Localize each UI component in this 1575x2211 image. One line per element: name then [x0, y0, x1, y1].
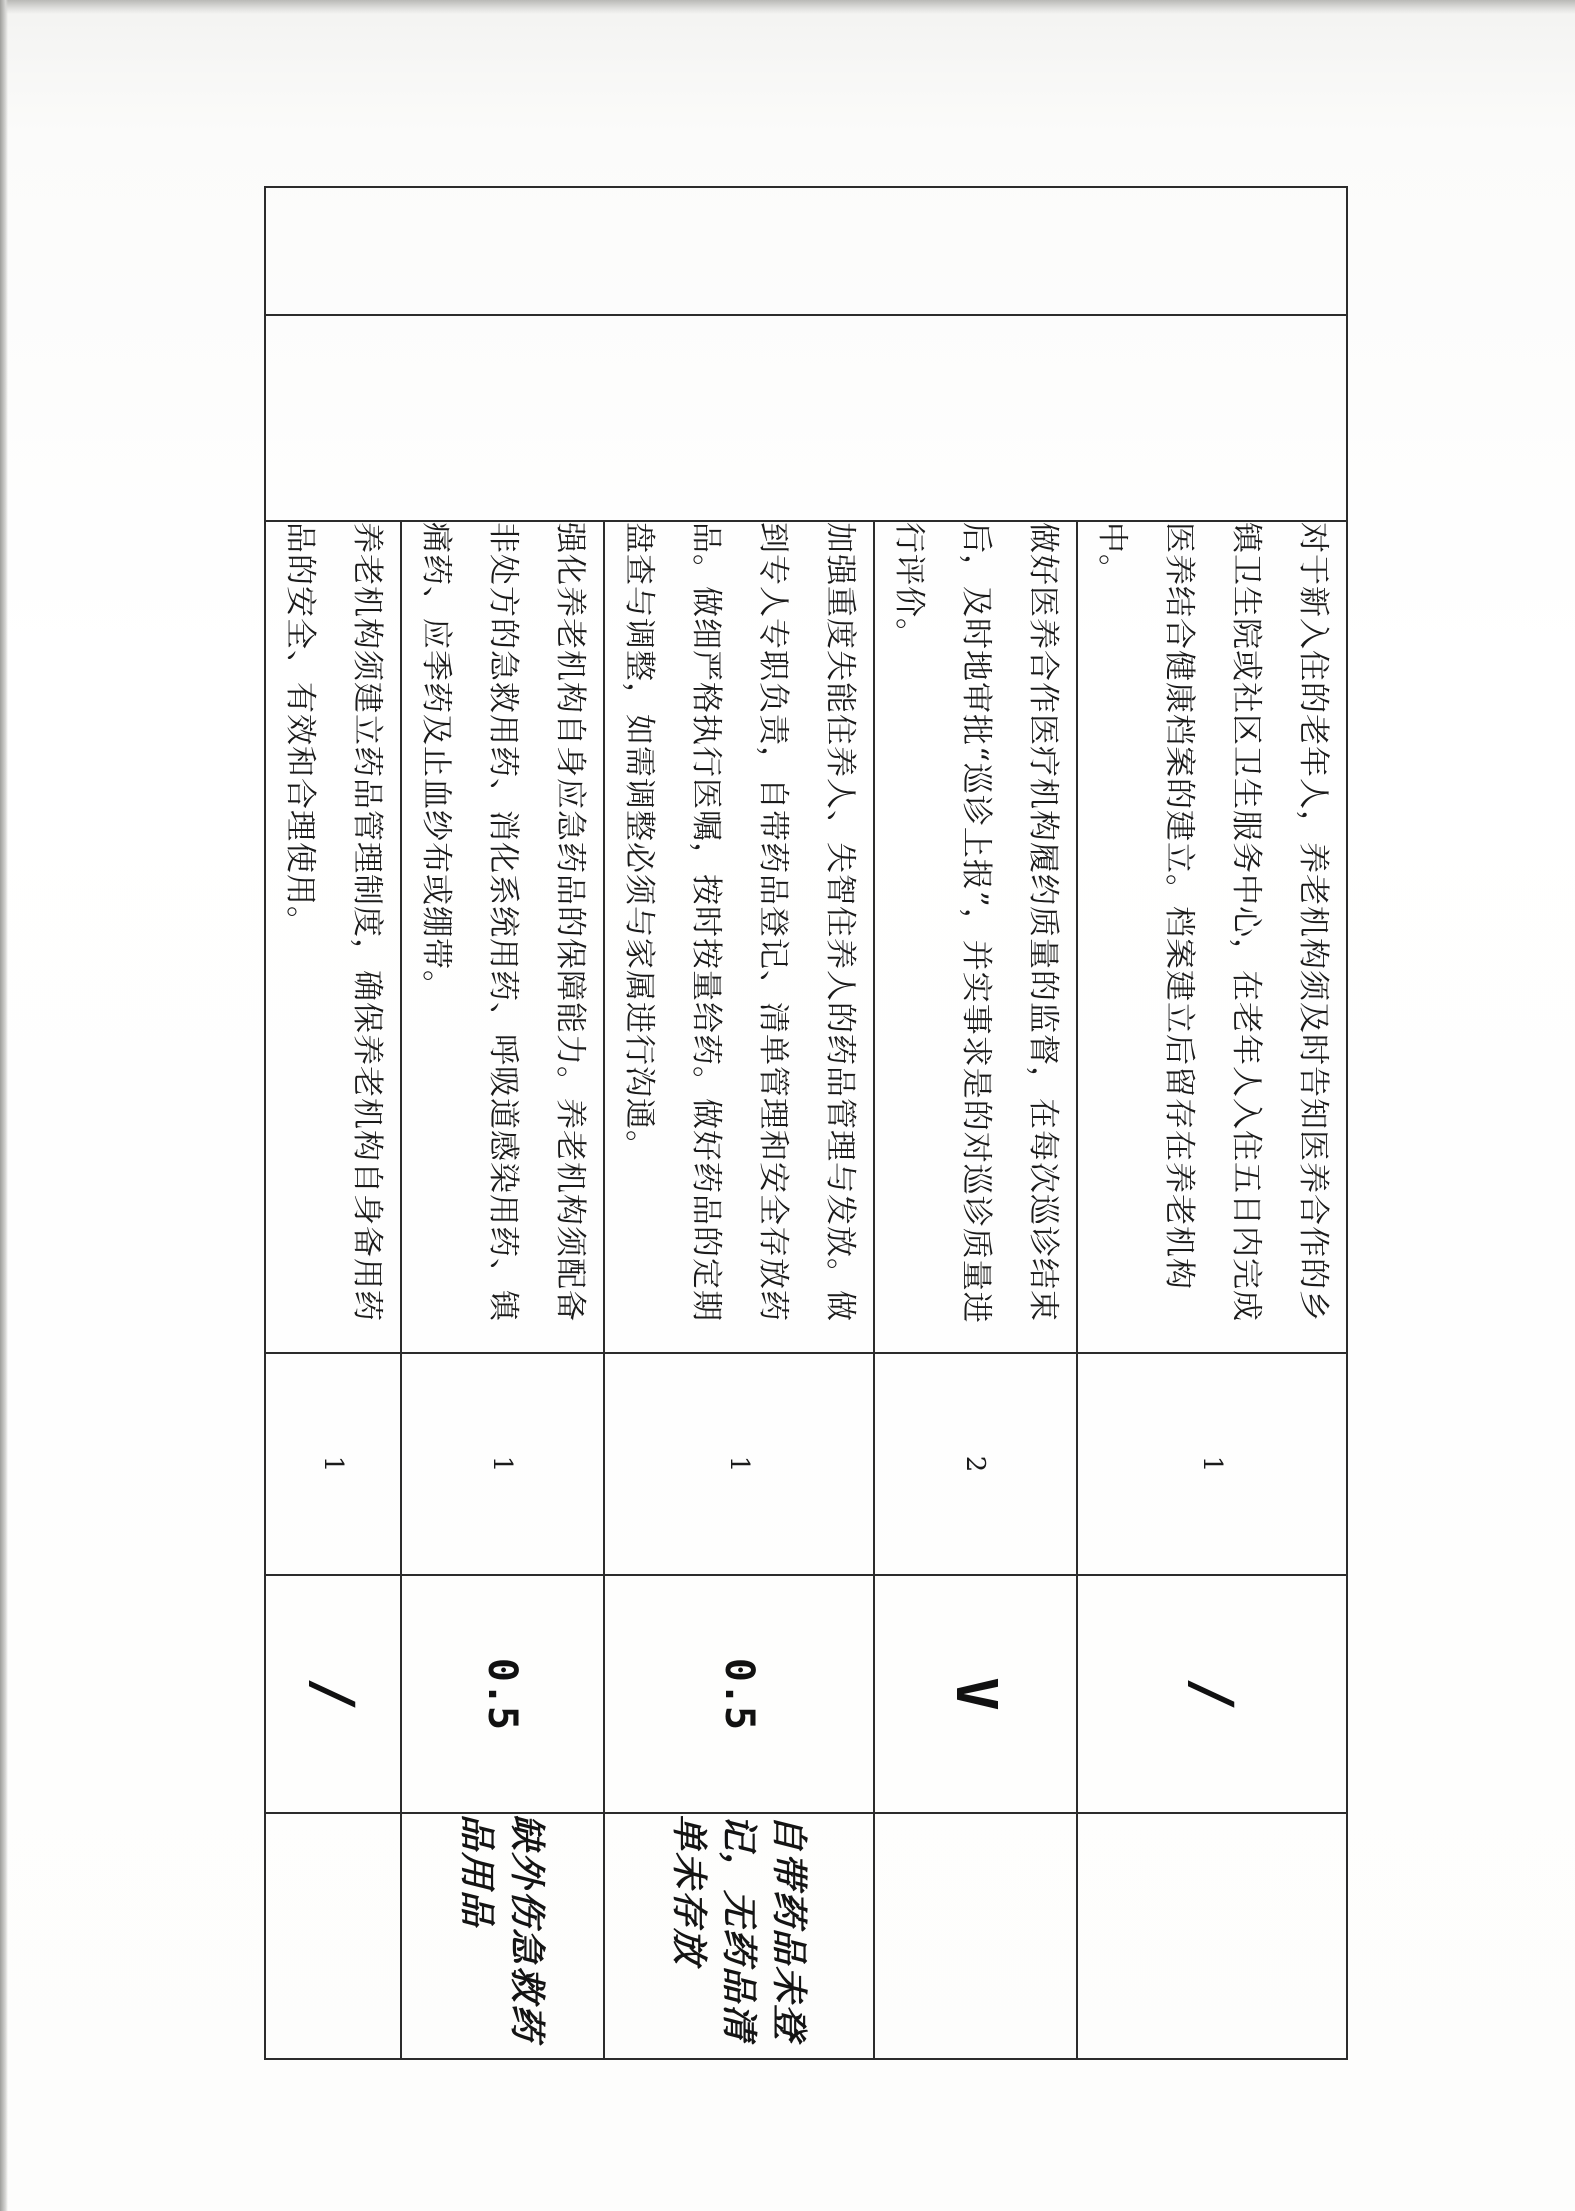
note-cell — [401, 1813, 604, 2059]
content-text: 养老机构须建立药品管理制度，确保养老机构自身备用药品的安全、有效和合理使用。 — [282, 522, 385, 1322]
blank-column-2 — [265, 315, 1347, 521]
score-cell — [604, 1353, 874, 1575]
score-value: 1 — [724, 1455, 754, 1473]
score-cell — [265, 1353, 401, 1575]
blank-column-1 — [265, 187, 1347, 315]
rotated-evaluation-table — [278, 186, 1348, 2046]
note-cell — [604, 1813, 874, 2059]
content-cell — [1077, 521, 1347, 1353]
handwritten-mark: / — [1179, 1677, 1245, 1711]
table-row — [1077, 187, 1347, 2059]
content-text: 做好医养合作医疗机构履约质量的监督，在每次巡诊结束后，及时地审批“巡诊上报”，并实事求是的对巡诊质量进行评价。 — [891, 522, 1061, 1324]
handwritten-mark: V — [943, 1677, 1008, 1711]
score-cell — [874, 1353, 1077, 1575]
content-cell — [874, 521, 1077, 1353]
mark-cell — [874, 1575, 1077, 1813]
content-cell — [401, 521, 604, 1353]
handwritten-mark: 0.5 — [716, 1657, 762, 1731]
mark-cell — [604, 1575, 874, 1813]
score-cell — [1077, 1353, 1347, 1575]
note-cell — [874, 1813, 1077, 2059]
page-top-shadow — [0, 0, 1575, 14]
score-value: 1 — [487, 1455, 518, 1473]
content-text: 对于新入住的老年人，养老机构须及时告知医养合作的乡镇卫生院或社区卫生服务中心，在老年人入住五日内完成医养结合健康档案的建立。档案建立后留存在养老机构中。 — [1094, 522, 1331, 1322]
mark-cell — [401, 1575, 604, 1813]
note-cell — [1077, 1813, 1347, 2059]
handwritten-mark: / — [300, 1677, 366, 1711]
content-cell — [265, 521, 401, 1353]
page-left-shadow — [0, 0, 8, 2211]
content-cell — [604, 521, 874, 1353]
score-value: 1 — [1197, 1455, 1227, 1473]
note-cell — [265, 1813, 401, 2059]
content-text: 加强重度失能住养人、失智住养人的药品管理与发放。做到专人专职负责，自带药品登记、清单管理和安全存放药品。做细严格执行医嘱，按时按量给药。做好药品的定期盘查与调整，如需调整必须与家属进行沟通。 — [621, 522, 858, 1322]
mark-cell — [1077, 1575, 1347, 1813]
handwritten-mark: 0.5 — [479, 1657, 526, 1731]
score-value: 2 — [960, 1455, 991, 1473]
evaluation-table — [264, 186, 1348, 2060]
score-value: 1 — [318, 1455, 348, 1473]
content-text: 强化养老机构自身应急药品的保障能力。养老机构须配备非处方的急救用药、消化系统用药、呼吸道感染用药、镇痛药、应季药及止血纱布或绷带。 — [418, 522, 588, 1322]
handwritten-note: 自带药品未登记，无药品清单未存放 — [668, 1814, 810, 2043]
handwritten-note: 缺外伤急救药品用品 — [456, 1814, 549, 2043]
score-cell — [401, 1353, 604, 1575]
mark-cell — [265, 1575, 401, 1813]
